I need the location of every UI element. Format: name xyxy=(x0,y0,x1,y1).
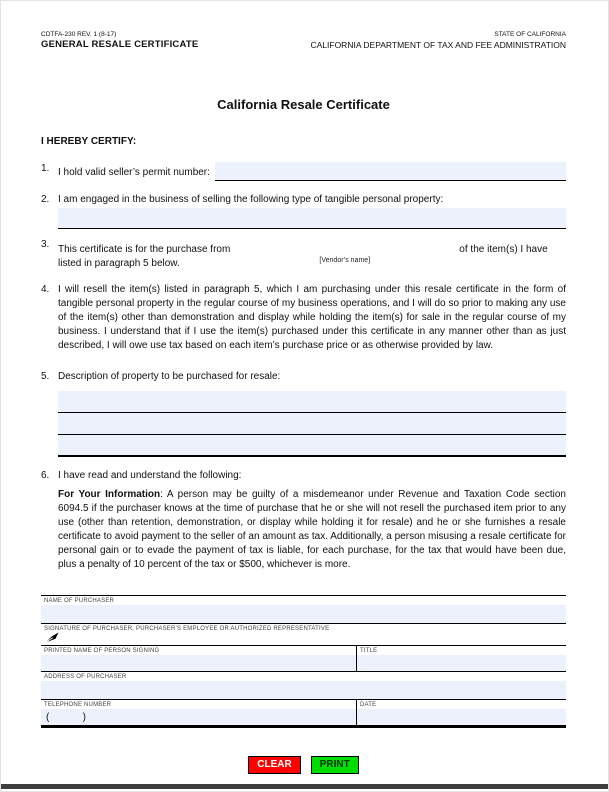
telephone-cell xyxy=(41,700,356,725)
title-cell xyxy=(356,646,566,671)
item-2-label: I am engaged in the business of selling the following type of tangible personal property: xyxy=(58,194,444,205)
address-label: ADDRESS OF PURCHASER xyxy=(44,674,127,680)
clear-button[interactable]: CLEAR xyxy=(248,756,300,774)
name-of-purchaser-field[interactable] xyxy=(41,605,566,623)
form-name: GENERAL RESALE CERTIFICATE xyxy=(41,39,199,50)
purchaser-signature-table xyxy=(41,595,566,728)
certify-heading: I HEREBY CERTIFY: xyxy=(41,136,137,147)
item-4-text: I will resell the item(s) listed in paragraph 5, which I am purchasing under this resale certificate in the form of tangible personal property in the regular course of my business operations, and I will do so prior to making any use of the item(s) other than demonstration and display while holding the item(s) for sale in the regular course of my business. I understand that if I use the item(s) purchased under this certificate in any manner other than as just described, I will owe use tax based on each item’s purchase price or as otherwise provided by law. xyxy=(58,284,566,351)
printed-name-cell xyxy=(41,646,356,671)
item-3-vendor xyxy=(41,238,566,271)
item-2-business-type xyxy=(41,193,566,229)
date-cell xyxy=(356,700,566,725)
item-3-text-after: of the item(s) I have listed in paragraph 5 below. xyxy=(58,244,548,269)
item-5-number: 5. xyxy=(41,371,50,382)
item-5-description xyxy=(41,370,566,457)
signature-pen-icon xyxy=(45,632,59,646)
for-your-information-text: : A person may be guilty of a misdemeanor under Revenue and Taxation Code section 6094.5 if the purchaser knows at the time of purchase that he or she will not resell the purchased item prior to any use (other than retention, demonstration, or display while holding it for resale) and he or she furnishes a resale certificate to avoid payment to the seller of an amount as tax. Additionally, a person misusing a resale certificate for personal gain or to evade the payment of tax is liable, for each purchase, for the tax that would have been due, plus a penalty of 10 percent of the tax or $500, whichever is more. xyxy=(58,489,566,570)
item-5-label: Description of property to be purchased for resale: xyxy=(58,371,281,382)
item-2-number: 2. xyxy=(41,194,50,205)
description-line-3-field[interactable] xyxy=(58,435,566,457)
name-of-purchaser-label: NAME OF PURCHASER xyxy=(44,598,115,604)
page-title: California Resale Certificate xyxy=(217,97,390,112)
item-4-resale-statement xyxy=(41,283,566,353)
telephone-field[interactable]: ( ) xyxy=(41,709,356,725)
form-number: CDTFA-230 REV. 1 (8-17) xyxy=(41,31,117,38)
table-row-printed-name-title xyxy=(41,646,566,672)
signature-label: SIGNATURE OF PURCHASER, PURCHASER’S EMPLOYEE OR AUTHORIZED REPRESENTATIVE xyxy=(44,626,330,632)
vendor-name-field-wrap xyxy=(233,238,456,264)
item-6-number: 6. xyxy=(41,470,50,481)
page-bottom-edge xyxy=(1,784,608,789)
item-1-number: 1. xyxy=(41,163,50,174)
item-3-number: 3. xyxy=(41,239,50,250)
item-4-number: 4. xyxy=(41,284,50,295)
date-label: DATE xyxy=(360,702,377,708)
table-row-signature xyxy=(41,624,566,646)
form-header xyxy=(41,31,566,51)
print-button[interactable]: PRINT xyxy=(311,756,359,774)
table-row-telephone-date xyxy=(41,700,566,728)
address-field[interactable] xyxy=(41,681,566,699)
printed-name-field[interactable] xyxy=(41,655,356,671)
department-name: CALIFORNIA DEPARTMENT OF TAX AND FEE ADMINISTRATION xyxy=(310,40,566,50)
item-1-sellers-permit xyxy=(41,162,566,181)
vendor-name-caption: [Vendor’s name] xyxy=(319,257,371,264)
form-header-right xyxy=(310,31,566,51)
item-6-label: I have read and understand the following: xyxy=(58,470,242,481)
item-1-label: I hold valid seller’s permit number: xyxy=(58,167,210,178)
date-field[interactable] xyxy=(357,709,566,725)
sellers-permit-number-field[interactable] xyxy=(215,162,566,181)
description-line-1-field[interactable] xyxy=(58,391,566,413)
telephone-label: TELEPHONE NUMBER xyxy=(44,702,112,708)
description-line-2-field[interactable] xyxy=(58,413,566,435)
table-row-address xyxy=(41,672,566,700)
form-action-buttons xyxy=(41,756,566,774)
title-field[interactable] xyxy=(357,655,566,671)
signature-field[interactable] xyxy=(41,633,566,645)
for-your-information-heading: For Your Information xyxy=(58,489,161,500)
form-header-left xyxy=(41,31,198,51)
tangible-property-type-field[interactable] xyxy=(58,208,566,229)
state-name: STATE OF CALIFORNIA xyxy=(494,31,566,38)
for-your-information-paragraph xyxy=(58,488,566,572)
table-row-name-of-purchaser xyxy=(41,596,566,624)
item-3-text-before: This certificate is for the purchase from xyxy=(58,244,231,255)
item-6-acknowledgement xyxy=(41,469,566,572)
description-lines xyxy=(58,391,566,457)
printed-name-label: PRINTED NAME OF PERSON SIGNING xyxy=(44,648,160,654)
title-label: TITLE xyxy=(360,648,378,654)
